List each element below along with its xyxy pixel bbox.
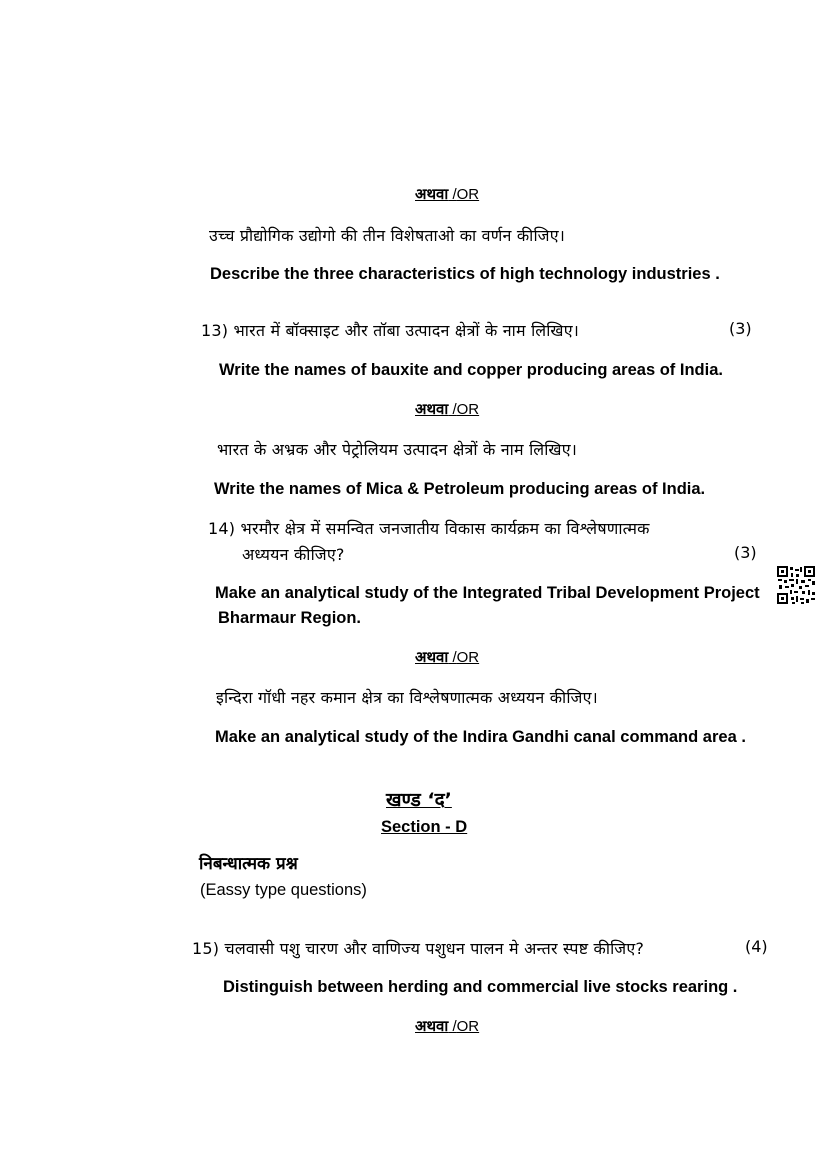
or-hindi: अथवा (415, 648, 449, 666)
q14-hindi-row (208, 517, 650, 539)
section-title-hindi: खण्ड ‘द’ (386, 789, 452, 811)
q15-hindi-row (192, 937, 644, 959)
q14-hindi-line1: भरमौर क्षेत्र में समन्वित जनजातीय विकास कार्यक्रम का विश्लेषणात्मक (240, 519, 650, 538)
q13-hindi: भारत में बॉक्साइट और तॉबा उत्पादन क्षेत्रों के नाम लिखिए। (233, 321, 580, 340)
q13-number: 13) (201, 321, 229, 340)
q12-or-english: Describe the three characteristics of high technology industries . (210, 265, 720, 283)
q14-or-hindi: इन्दिरा गॉधी नहर कमान क्षेत्र का विश्लेषणात्मक अध्ययन कीजिए। (216, 688, 598, 707)
essay-heading-hindi: निबन्धात्मक प्रश्न (199, 854, 298, 874)
essay-heading-english: (Eassy type questions) (200, 881, 367, 899)
q13-marks: (3) (729, 319, 752, 338)
q14-or-english: Make an analytical study of the Indira Gandhi canal command area . (215, 728, 746, 746)
or-separator: / (448, 186, 457, 203)
or-english: OR (456, 649, 480, 666)
q15-number: 15) (192, 939, 220, 958)
or-hindi: अथवा (415, 185, 449, 203)
or-hindi: अथवा (415, 1017, 449, 1035)
section-title-english: Section - D (381, 818, 468, 836)
or-english: OR (456, 401, 480, 418)
q14-hindi-line2: अध्ययन कीजिए? (242, 545, 345, 564)
or-separator: / (448, 649, 457, 666)
qr-code-icon (776, 565, 816, 605)
q14-english-line2: Bharmaur Region. (218, 609, 362, 627)
q15-hindi: चलवासी पशु चारण और वाणिज्य पशुधन पालन मे अन्तर स्पष्ट कीजिए? (224, 939, 645, 958)
or-heading (415, 647, 479, 667)
or-separator: / (448, 1018, 457, 1035)
q12-or-hindi: उच्च प्रौद्योगिक उद्योगो की तीन विशेषताओ का वर्णन कीजिए। (209, 226, 566, 245)
q13-or-hindi: भारत के अभ्रक और पेट्रोलियम उत्पादन क्षेत्रों के नाम लिखिए। (217, 440, 578, 459)
q15-english: Distinguish between herding and commercial live stocks rearing . (223, 978, 738, 996)
q14-number: 14) (208, 519, 236, 538)
or-english: OR (456, 186, 480, 203)
or-heading (415, 184, 479, 204)
or-english: OR (456, 1018, 480, 1035)
or-heading (415, 399, 479, 419)
q13-hindi-row (201, 319, 579, 341)
or-separator: / (448, 401, 457, 418)
q14-marks: (3) (734, 543, 757, 562)
q13-english: Write the names of bauxite and copper producing areas of India. (219, 361, 723, 379)
q15-marks: (4) (745, 937, 768, 956)
or-hindi: अथवा (415, 400, 449, 418)
or-heading (415, 1016, 479, 1036)
q14-english-line1: Make an analytical study of the Integrated Tribal Development Project (215, 584, 760, 602)
q13-or-english: Write the names of Mica & Petroleum producing areas of India. (214, 480, 706, 498)
